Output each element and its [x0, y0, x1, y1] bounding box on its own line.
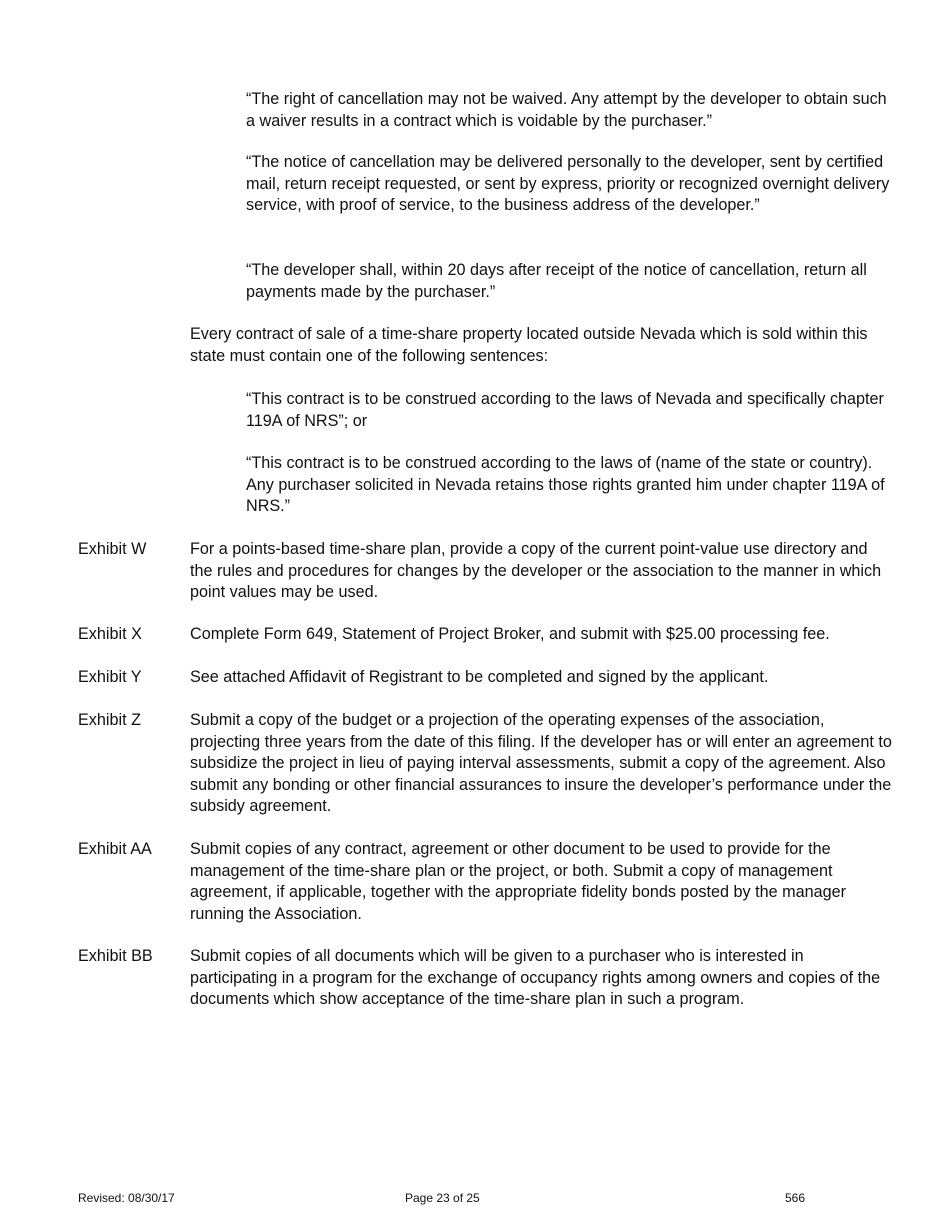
footer-form-number: 566 — [785, 1191, 806, 1205]
exhibit-label: Exhibit BB — [78, 947, 153, 965]
exhibit-label: Exhibit Z — [78, 711, 141, 729]
exhibit-description: Submit a copy of the budget or a projection of the operating expenses of the association, projecting three years from the date of this filing. If the developer has or will enter an agreement to subsidize the project in lieu of paying interval assessments, submit a copy of the agreement. Also submit any bonding or other financial assurances to insure the developer’s performance under the subsidy agreement. — [190, 711, 892, 815]
quote-refund: “The developer shall, within 20 days after receipt of the notice of cancellation, return all payments made by the purchaser.” — [246, 261, 867, 301]
footer-revised-date: Revised: 08/30/17 — [78, 1191, 175, 1205]
exhibit-description: Submit copies of all documents which will be given to a purchaser who is interested in participating in a program for the exchange of occupancy rights among owners and copies of the documents which show acceptance of the time-share plan in such a program. — [190, 947, 881, 1008]
quote-nevada-law: “This contract is to be construed according to the laws of Nevada and specifically chapter 119A of NRS”; or — [246, 390, 884, 430]
quote-notice-delivery: “The notice of cancellation may be delivered personally to the developer, sent by certified mail, return receipt requested, or sent by express, priority or recognized overnight delivery service, with proof of service, to the business address of the developer.” — [246, 153, 890, 214]
footer-page-number: Page 23 of 25 — [405, 1191, 480, 1205]
exhibit-description: See attached Affidavit of Registrant to be completed and signed by the applicant. — [190, 668, 769, 686]
exhibit-description: For a points-based time-share plan, provide a copy of the current point-value use directory and the rules and procedures for changes by the developer or the association to the manner in which point values may be used. — [190, 540, 882, 601]
quote-waiver: “The right of cancellation may not be waived. Any attempt by the developer to obtain such a waiver results in a contract which is voidable by the purchaser.” — [246, 90, 887, 130]
exhibit-description: Complete Form 649, Statement of Project Broker, and submit with $25.00 processing fee. — [190, 625, 830, 643]
exhibit-description: Submit copies of any contract, agreement or other document to be used to provide for the management of the time-share plan or the project, or both. Submit a copy of management agreement, if applicable, together with the appropriate fidelity bonds posted by the manager running the Association. — [190, 840, 847, 923]
exhibit-label: Exhibit AA — [78, 840, 152, 858]
exhibit-label: Exhibit Y — [78, 668, 142, 686]
outside-nevada-intro: Every contract of sale of a time-share property located outside Nevada which is sold within this state must contain one of the following sentences: — [190, 325, 868, 365]
exhibit-label: Exhibit W — [78, 540, 147, 558]
quote-other-state-law: “This contract is to be construed according to the laws of (name of the state or country). Any purchaser solicited in Nevada retains those rights granted him under chapter 119A of NRS.” — [246, 454, 885, 515]
exhibit-label: Exhibit X — [78, 625, 142, 643]
